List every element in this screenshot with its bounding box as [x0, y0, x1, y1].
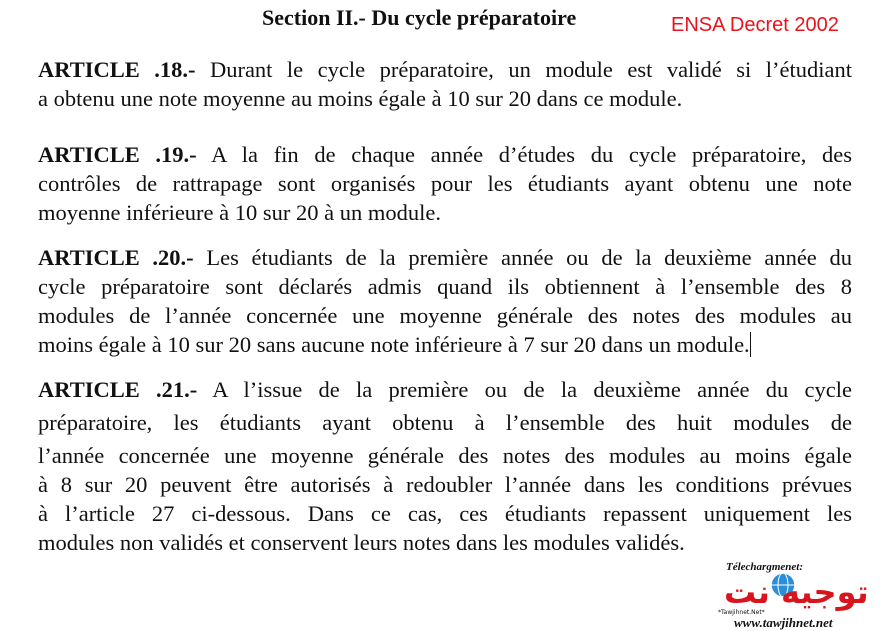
article-19 — [38, 140, 852, 227]
article-line: moyenne inférieure à 10 sur 20 à un module. — [38, 200, 442, 225]
article-18 — [38, 55, 852, 113]
watermark-download-label: Télechargmenet: — [726, 561, 803, 573]
article-line — [38, 375, 852, 408]
article-line — [38, 243, 852, 272]
article-line: cycle préparatoire sont déclarés admis quand ils obtiennent à l’ensemble des 8 — [38, 274, 852, 299]
watermark-logo: توجيه نت — [724, 573, 869, 611]
decree-tag: ENSA Decret 2002 — [671, 14, 839, 36]
watermark — [716, 561, 887, 631]
article-text: Durant le cycle préparatoire, un module est validé si l’étudiant — [195, 57, 852, 82]
article-line — [38, 140, 852, 169]
article-line: l’année concernée une moyenne générale des notes des modules au moins égale — [38, 443, 852, 468]
article-line: à 8 sur 20 peuvent être autorisés à redoubler l’année dans les conditions prévues — [38, 472, 852, 497]
article-line: a obtenu une note moyenne au moins égale à 10 sur 20 dans ce module. — [38, 86, 683, 111]
article-line: préparatoire, les étudiants ayant obtenu à l’ensemble des huit modules de — [38, 410, 852, 435]
article-line — [38, 330, 852, 359]
article-21 — [38, 375, 852, 557]
article-line: modules non validés et conservent leurs notes dans les modules validés. — [38, 530, 685, 555]
article-label: ARTICLE .18.- — [38, 57, 196, 82]
article-line: modules de l’année concernée une moyenne générale des notes des modules au — [38, 303, 852, 328]
section-title: Section II.- Du cycle préparatoire — [262, 5, 577, 30]
watermark-tiny-text: *Tawjihnet.Net* — [718, 609, 765, 616]
text-cursor: moins égale à 10 sur 20 sans aucune note inférieure à 7 sur 20 dans un module. — [38, 332, 750, 357]
article-line: contrôles de rattrapage sont organisés pour les étudiants ayant obtenu une note — [38, 171, 852, 196]
article-20 — [38, 243, 852, 359]
article-text: A la fin de chaque année d’études du cycle préparatoire, des — [196, 142, 852, 167]
article-text: A l’issue de la première ou de la deuxième année du cycle — [197, 377, 852, 402]
article-label: ARTICLE .19.- — [38, 142, 197, 167]
watermark-url: www.tawjihnet.net — [734, 615, 833, 630]
article-label: ARTICLE .21.- — [38, 377, 198, 402]
article-text: Les étudiants de la première année ou de la deuxième année du — [193, 245, 852, 270]
article-line — [38, 55, 852, 84]
article-label: ARTICLE .20.- — [38, 245, 194, 270]
article-line: à l’article 27 ci-dessous. Dans ce cas, ces étudiants repassent uniquement les — [38, 501, 852, 526]
